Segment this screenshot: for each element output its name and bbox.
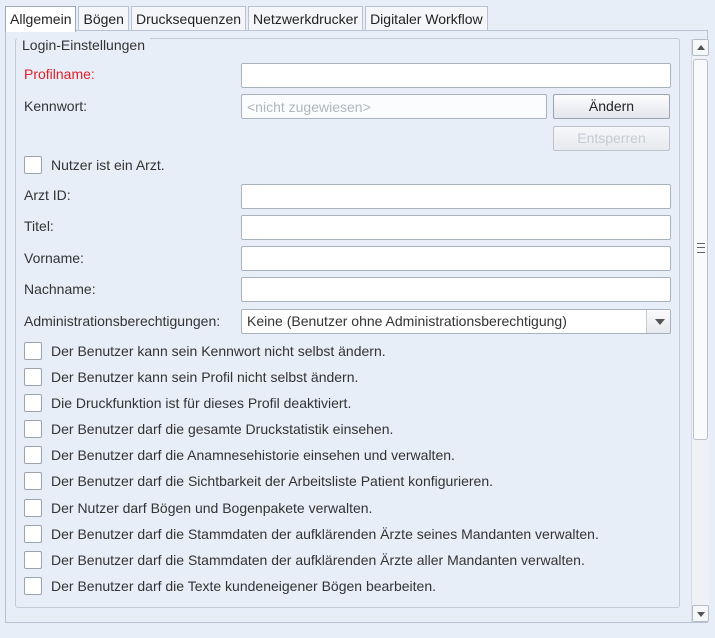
grip-icon (697, 243, 705, 253)
is-doctor-checkbox-row[interactable] (24, 155, 165, 175)
tab-panel-allgemein (5, 30, 708, 623)
tab-allgemein[interactable]: Allgemein (5, 6, 76, 32)
titel-input[interactable] (241, 215, 671, 240)
vorname-label: Vorname: (24, 250, 84, 266)
permission-checkbox-row[interactable] (24, 419, 393, 439)
permission-checkbox-row[interactable] (24, 498, 372, 518)
admin-permissions-select[interactable] (241, 309, 671, 334)
vorname-input[interactable] (241, 246, 671, 271)
arzt-id-input[interactable] (241, 184, 671, 209)
permission-label: Der Benutzer darf die Sichtbarkeit der Arbeitsliste Patient konfigurieren. (51, 473, 494, 489)
permission-label: Der Benutzer darf die Stammdaten der aufklärenden Ärzte aller Mandanten verwalten. (51, 552, 585, 568)
permission-label: Der Benutzer kann sein Profil nicht selbst ändern. (51, 369, 359, 385)
permission-label: Der Benutzer darf die Anamnesehistorie einsehen und verwalten. (51, 447, 455, 463)
login-settings-legend: Login-Einstellungen (17, 37, 150, 53)
arzt-id-label: Arzt ID: (24, 187, 71, 203)
admin-permissions-value: Keine (Benutzer ohne Administrationsberechtigung) (247, 313, 567, 329)
titel-label: Titel: (24, 218, 54, 234)
permission-checkbox[interactable] (24, 368, 42, 386)
tab-bar (5, 6, 490, 31)
permission-label: Der Benutzer kann sein Kennwort nicht selbst ändern. (51, 343, 386, 359)
permission-checkbox-row[interactable] (24, 393, 351, 413)
is-doctor-label: Nutzer ist ein Arzt. (51, 157, 165, 173)
is-doctor-checkbox[interactable] (24, 156, 42, 174)
permission-label: Die Druckfunktion ist für dieses Profil deaktiviert. (51, 395, 352, 411)
permission-label: Der Benutzer darf die Texte kundeneigener Bögen bearbeiten. (51, 578, 437, 594)
permission-checkbox[interactable] (24, 551, 42, 569)
tab-boegen[interactable]: Bögen (78, 6, 128, 30)
permission-checkbox[interactable] (24, 525, 42, 543)
permission-checkbox-row[interactable] (24, 445, 455, 465)
chevron-down-icon[interactable] (646, 310, 670, 333)
permission-checkbox-row[interactable] (24, 524, 599, 544)
scrollbar-thumb[interactable] (693, 59, 708, 440)
profilname-input[interactable] (241, 63, 671, 88)
tab-drucksequenzen[interactable]: Drucksequenzen (131, 6, 246, 30)
permission-label: Der Nutzer darf Bögen und Bogenpakete verwalten. (51, 500, 373, 516)
nachname-input[interactable] (241, 277, 671, 302)
permission-label: Der Benutzer darf die Stammdaten der aufklärenden Ärzte seines Mandanten verwalten. (51, 526, 599, 542)
permission-checkbox-row[interactable] (24, 341, 386, 361)
permission-checkbox-row[interactable] (24, 367, 358, 387)
remove-password-button[interactable]: Entsperren (553, 126, 670, 151)
permission-checkbox[interactable] (24, 342, 42, 360)
permission-label: Der Benutzer darf die gesamte Druckstatistik einsehen. (51, 421, 394, 437)
permission-checkbox[interactable] (24, 472, 42, 490)
permission-checkbox[interactable] (24, 499, 42, 517)
change-password-button[interactable]: Ändern (553, 94, 670, 119)
permission-checkbox-row[interactable] (24, 550, 585, 570)
profilname-label: Profilname: (24, 66, 95, 82)
kennwort-label: Kennwort: (24, 98, 88, 114)
tab-digitaler-workflow[interactable]: Digitaler Workflow (365, 6, 488, 30)
tab-netzwerkdrucker[interactable]: Netzwerkdrucker (248, 6, 363, 30)
admin-permissions-label: Administrationsberechtigungen: (24, 313, 221, 329)
nachname-label: Nachname: (24, 281, 96, 297)
permission-checkbox[interactable] (24, 446, 42, 464)
permission-checkbox[interactable] (24, 577, 42, 595)
scroll-down-arrow-icon[interactable] (692, 605, 709, 622)
permission-checkbox-row[interactable] (24, 576, 436, 596)
permission-checkbox[interactable] (24, 420, 42, 438)
scroll-up-arrow-icon[interactable] (692, 39, 709, 56)
permission-checkbox[interactable] (24, 394, 42, 412)
vertical-scrollbar[interactable] (691, 39, 709, 622)
permission-checkbox-row[interactable] (24, 471, 493, 491)
kennwort-input[interactable] (241, 94, 547, 119)
